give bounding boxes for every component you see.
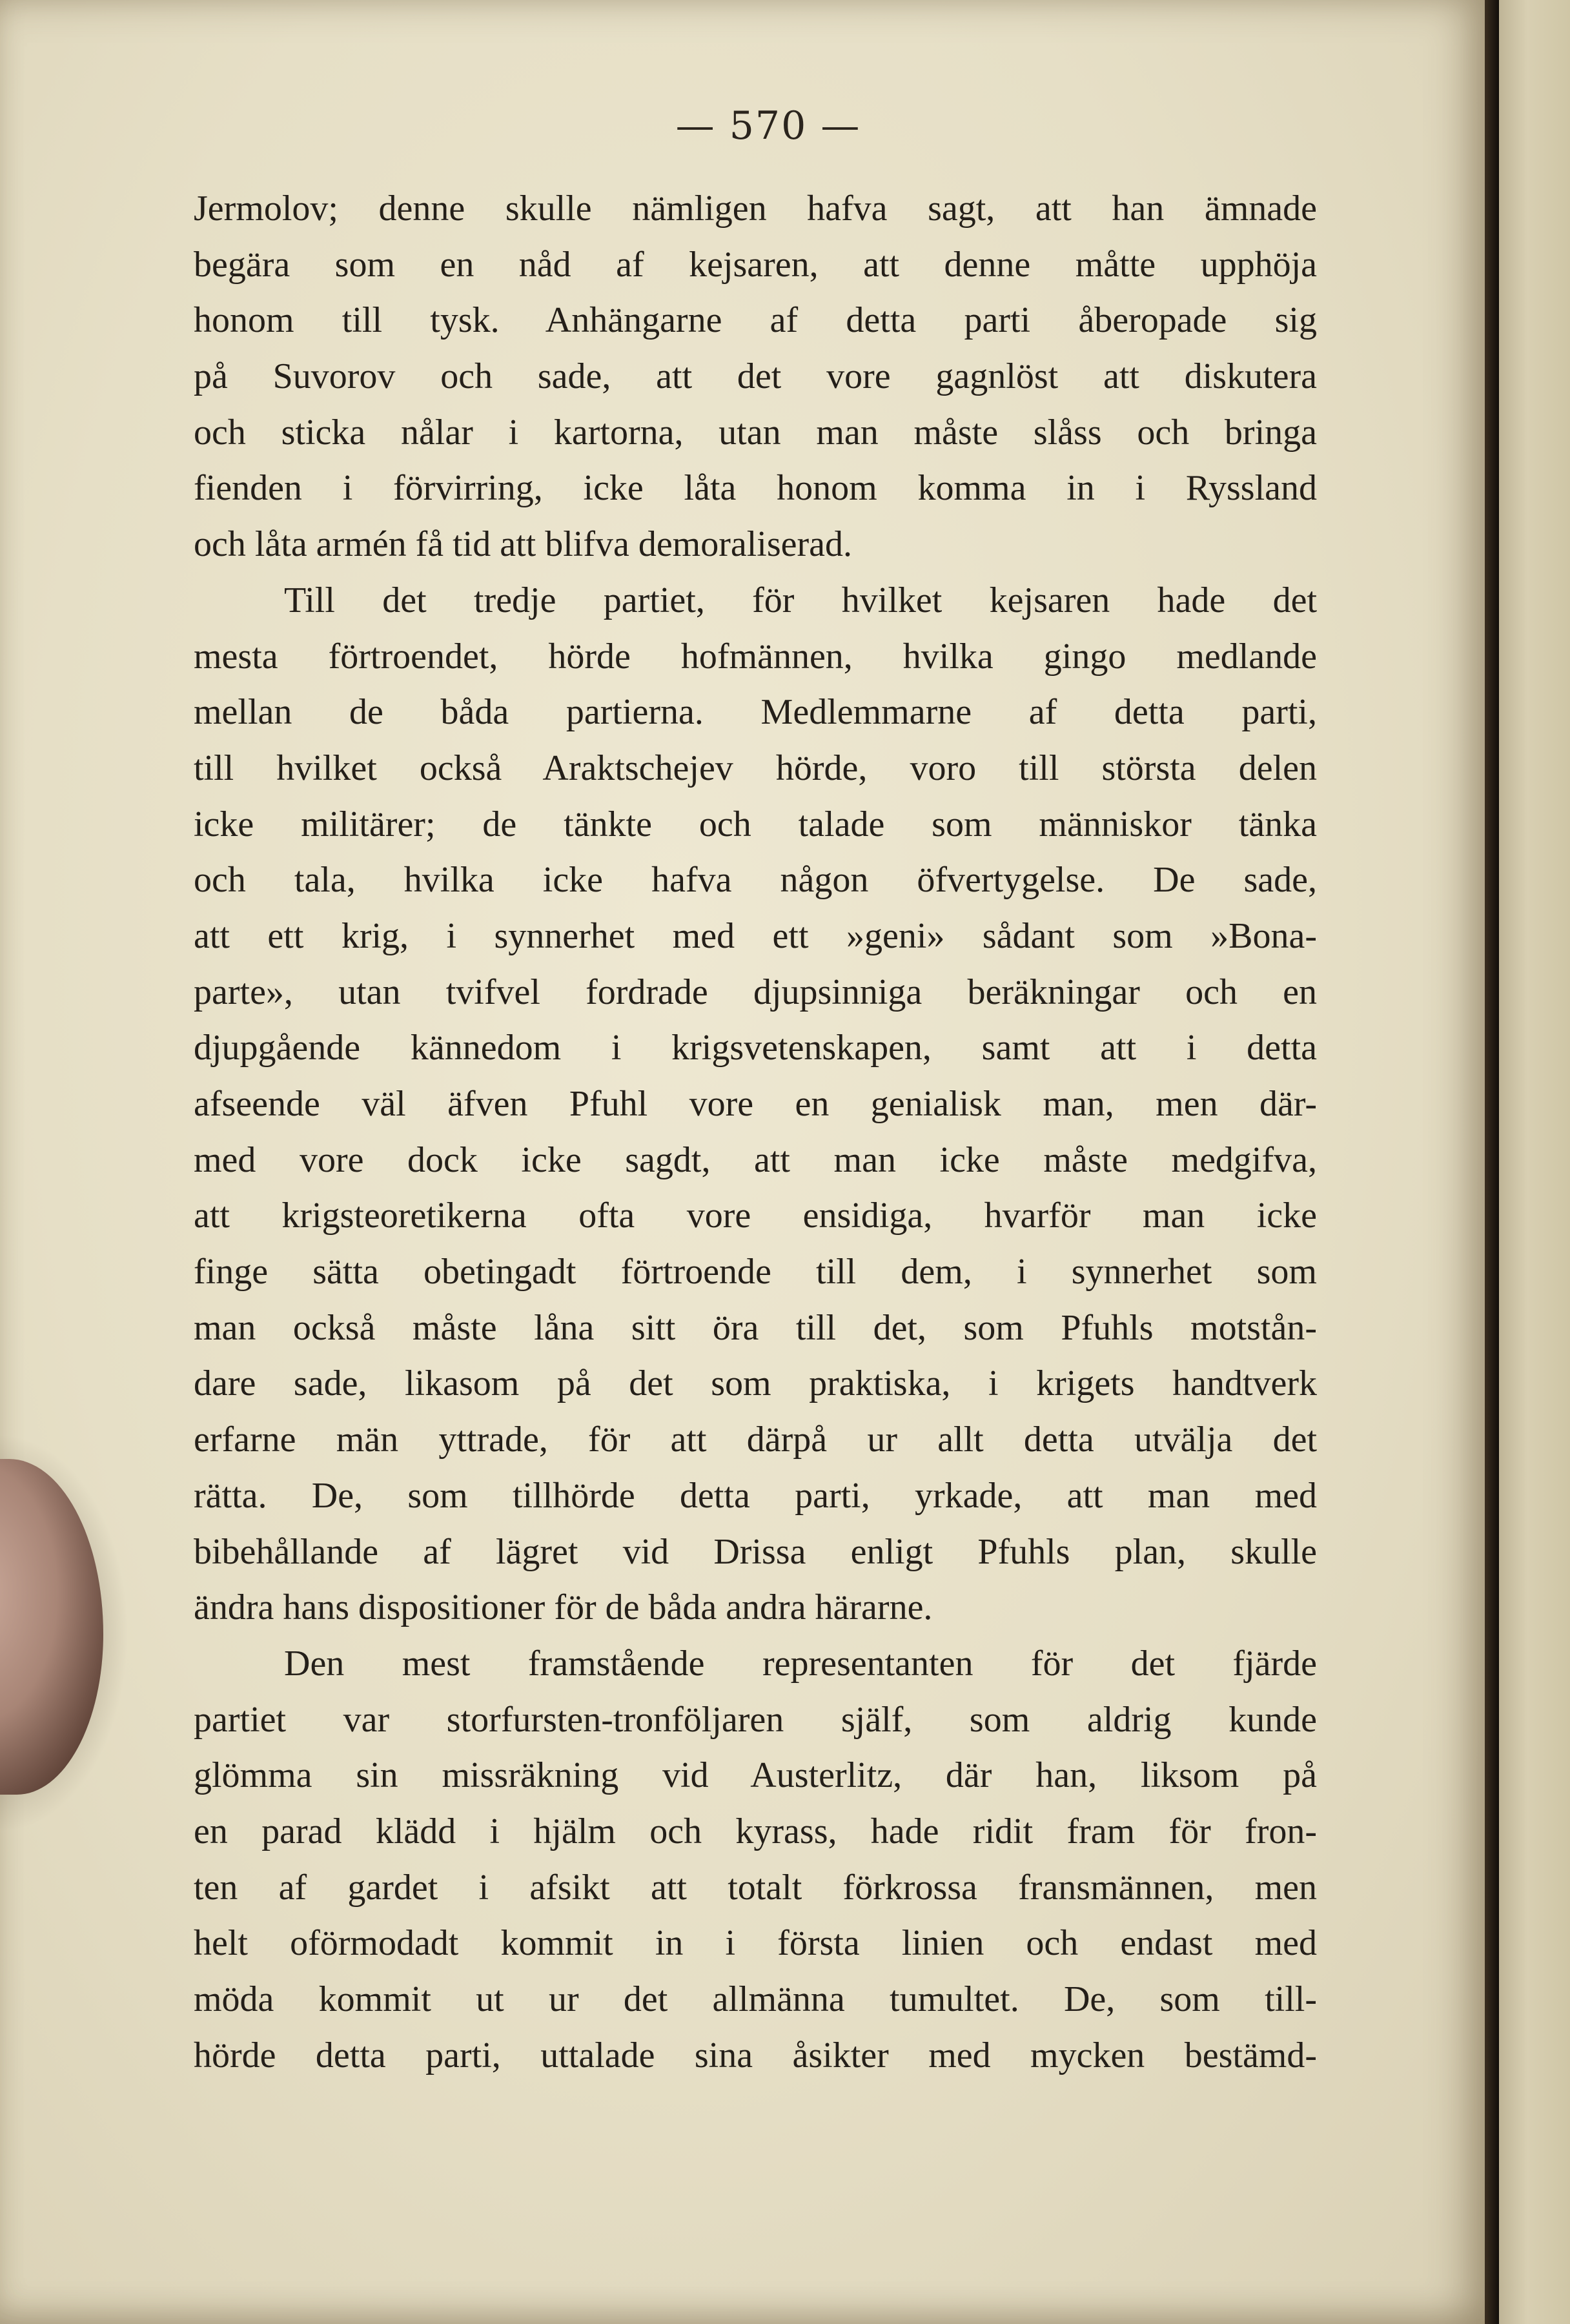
body-text: [194, 181, 1317, 2083]
text-line: hörde detta parti, uttalade sina åsikter med mycken bestämd-: [194, 2035, 1317, 2075]
text-line: ändra hans dispositioner för de båda andra härarne.: [194, 1587, 933, 1628]
text-line: Jermolov; denne skulle nämligen hafva sagt, att han ämnade: [194, 189, 1317, 229]
text-line: till hvilket också Araktschejev hörde, voro till största delen: [194, 748, 1317, 788]
page-gutter-edge: [1485, 0, 1499, 2324]
text-line: att krigsteoretikerna ofta vore ensidiga, hvarför man icke: [194, 1196, 1317, 1236]
text-line: djupgående kännedom i krigsvetenskapen, samt att i detta: [194, 1028, 1317, 1068]
text-line: och tala, hvilka icke hafva någon öfvertygelse. De sade,: [194, 860, 1317, 901]
text-line: rätta. De, som tillhörde detta parti, yrkade, att man med: [194, 1475, 1317, 1516]
text-line: icke militärer; de tänkte och talade som människor tänka: [194, 804, 1317, 844]
text-line: Den mest framstående representanten för det fjärde: [284, 1643, 1317, 1684]
text-line: bibehållande af lägret vid Drissa enligt Pfuhls plan, skulle: [194, 1531, 1317, 1572]
text-line: mellan de båda partierna. Medlemmarne af detta parti,: [194, 692, 1317, 733]
text-line: Till det tredje partiet, för hvilket kejsaren hade det: [284, 580, 1317, 620]
text-line: dare sade, likasom på det som praktiska, i krigets handtverk: [194, 1363, 1317, 1404]
paragraph: [194, 573, 1317, 1636]
text-line: man också måste låna sitt öra till det, som Pfuhls motstån-: [194, 1307, 1317, 1348]
text-line: erfarne män yttrade, för att därpå ur allt detta utvälja det: [194, 1420, 1317, 1460]
text-line: mesta förtroendet, hörde hofmännen, hvilka gingo medlande: [194, 636, 1317, 677]
text-line: helt oförmodadt kommit in i första linien och endast med: [194, 1923, 1317, 1964]
text-line: fienden i förvirring, icke låta honom komma in i Ryssland: [194, 468, 1317, 509]
page-number: — 570 —: [675, 103, 861, 148]
text-line: finge sätta obetingadt förtroende till dem, i synnerhet som: [194, 1252, 1317, 1292]
text-line: på Suvorov och sade, att det vore gagnlöst att diskutera: [194, 356, 1317, 397]
text-line: och låta armén få tid att blifva demoraliserad.: [194, 524, 853, 565]
text-line: att ett krig, i synnerhet med ett »geni» sådant som »Bona-: [194, 915, 1317, 956]
text-line: och sticka nålar i kartorna, utan man måste slåss och bringa: [194, 412, 1317, 453]
paragraph: [194, 1636, 1317, 2084]
text-line: ten af gardet i afsikt att totalt förkrossa fransmännen, men: [194, 1867, 1317, 1908]
text-line: begära som en nåd af kejsaren, att denne måtte upphöja: [194, 244, 1317, 285]
text-line: afseende väl äfven Pfuhl vore en genialisk man, men där-: [194, 1084, 1317, 1124]
next-page-edge: [1499, 0, 1570, 2324]
text-line: parte», utan tvifvel fordrade djupsinniga beräkningar och en: [194, 972, 1317, 1012]
text-line: glömma sin missräkning vid Austerlitz, där han, liksom på: [194, 1755, 1317, 1796]
text-line: med vore dock icke sagdt, att man icke måste medgifva,: [194, 1139, 1317, 1180]
text-line: partiet var storfursten-tronföljaren själf, som aldrig kunde: [194, 1699, 1317, 1740]
paragraph: [194, 181, 1317, 573]
text-line: en parad klädd i hjälm och kyrass, hade ridit fram för fron-: [194, 1811, 1317, 1851]
text-line: möda kommit ut ur det allmänna tumultet. De, som till-: [194, 1979, 1317, 2019]
text-line: honom till tysk. Anhängarne af detta parti åberopade sig: [194, 300, 1317, 341]
